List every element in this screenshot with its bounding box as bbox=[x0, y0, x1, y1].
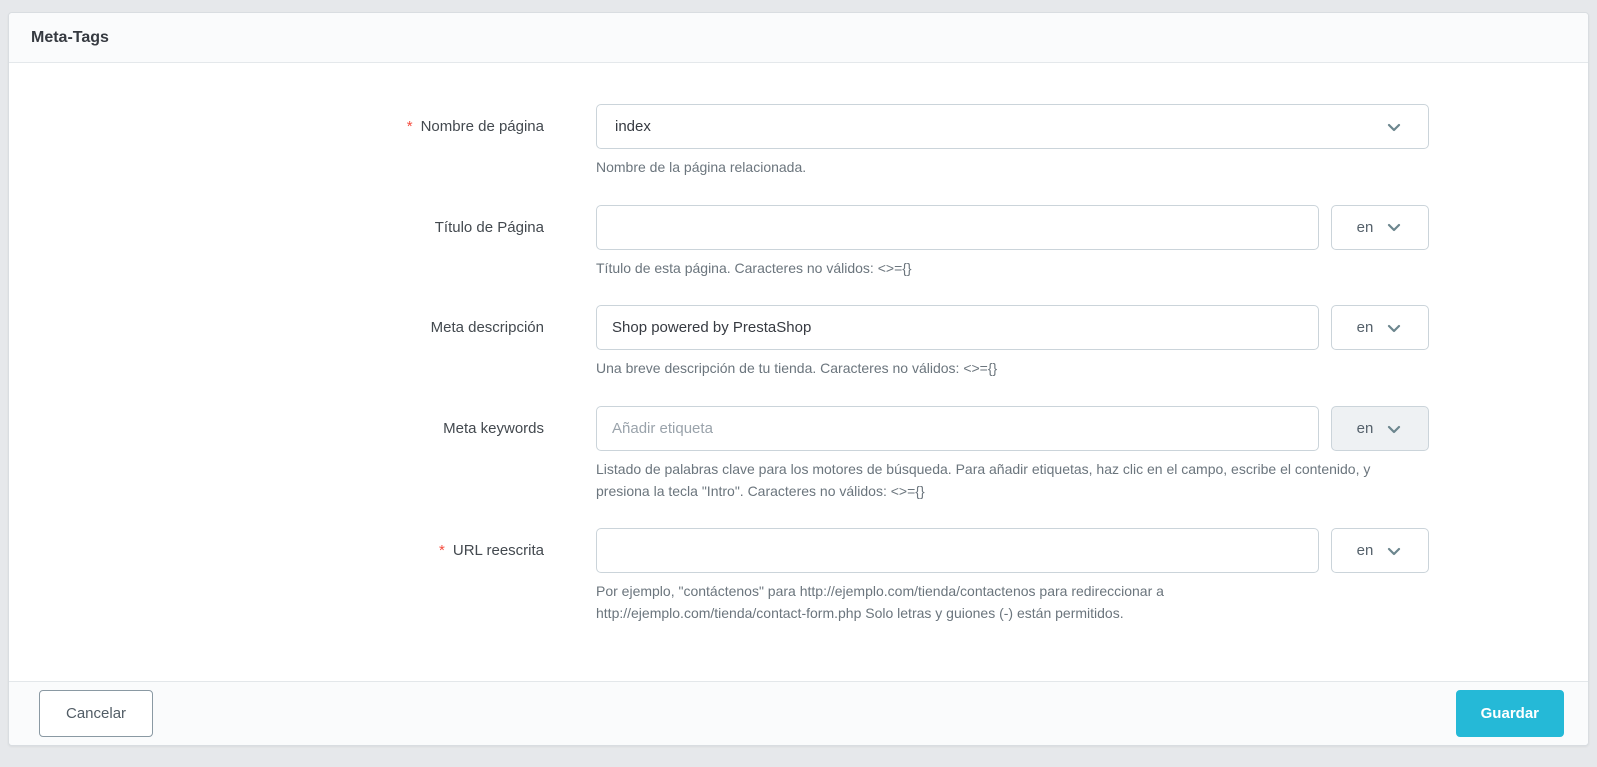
page-name-selected-value: index bbox=[615, 118, 651, 135]
cancel-button[interactable]: Cancelar bbox=[39, 690, 153, 737]
rewritten-url-label: * URL reescrita bbox=[439, 542, 544, 560]
panel-header bbox=[9, 13, 1588, 63]
chevron-down-icon bbox=[1385, 319, 1403, 337]
form-group-page-name bbox=[9, 104, 1588, 179]
language-code: en bbox=[1356, 319, 1374, 337]
page-name-select[interactable] bbox=[596, 104, 1429, 149]
chevron-down-icon bbox=[1384, 117, 1404, 137]
page-title-language-dropdown[interactable] bbox=[1331, 205, 1429, 250]
required-asterisk: * bbox=[406, 118, 413, 135]
form-group-meta-keywords bbox=[9, 406, 1588, 502]
language-code: en bbox=[1356, 218, 1374, 236]
chevron-down-icon bbox=[1385, 218, 1403, 236]
required-asterisk: * bbox=[439, 542, 445, 560]
page-title-help: Título de esta página. Caracteres no válidos: <>={} bbox=[596, 259, 912, 276]
panel-title: Meta-Tags bbox=[31, 28, 109, 46]
form-group-rewritten-url bbox=[9, 528, 1588, 624]
page-name-label: * Nombre de página bbox=[406, 118, 544, 135]
meta-description-label: Meta descripción bbox=[430, 319, 544, 337]
rewritten-url-input[interactable] bbox=[596, 528, 1319, 573]
rewritten-url-help: Por ejemplo, "contáctenos" para http://ejemplo.com/tienda/contactenos para redireccionar a http://ejemplo.com/tienda/contact-form.php Solo letras y guiones (-) están permitidos. bbox=[596, 583, 1164, 622]
chevron-down-icon bbox=[1385, 420, 1403, 438]
form-group-meta-description bbox=[9, 305, 1588, 380]
meta-description-help: Una breve descripción de tu tienda. Caracteres no válidos: <>={} bbox=[596, 360, 998, 377]
rewritten-url-language-dropdown[interactable] bbox=[1331, 528, 1429, 573]
panel-footer bbox=[9, 681, 1588, 745]
meta-tags-form bbox=[9, 63, 1588, 681]
meta-keywords-label: Meta keywords bbox=[443, 420, 544, 438]
language-code: en bbox=[1356, 542, 1374, 560]
page-title-label: Título de Página bbox=[434, 218, 544, 236]
meta-description-language-dropdown[interactable] bbox=[1331, 305, 1429, 350]
meta-tags-panel bbox=[8, 12, 1589, 746]
page-title-input[interactable] bbox=[596, 205, 1319, 250]
form-group-page-title bbox=[9, 205, 1588, 280]
language-code: en bbox=[1356, 420, 1374, 438]
chevron-down-icon bbox=[1385, 542, 1403, 560]
meta-description-input[interactable] bbox=[596, 305, 1319, 350]
save-button[interactable]: Guardar bbox=[1456, 690, 1564, 737]
meta-keywords-tag-input[interactable] bbox=[596, 406, 1319, 451]
meta-keywords-language-dropdown[interactable] bbox=[1331, 406, 1429, 451]
page-name-help: Nombre de la página relacionada. bbox=[596, 159, 807, 175]
meta-keywords-help: Listado de palabras clave para los motores de búsqueda. Para añadir etiquetas, haz clic en el campo, escribe el contenido, y presiona la tecla "Intro". Caracteres no válidos: <>={} bbox=[596, 461, 1371, 499]
